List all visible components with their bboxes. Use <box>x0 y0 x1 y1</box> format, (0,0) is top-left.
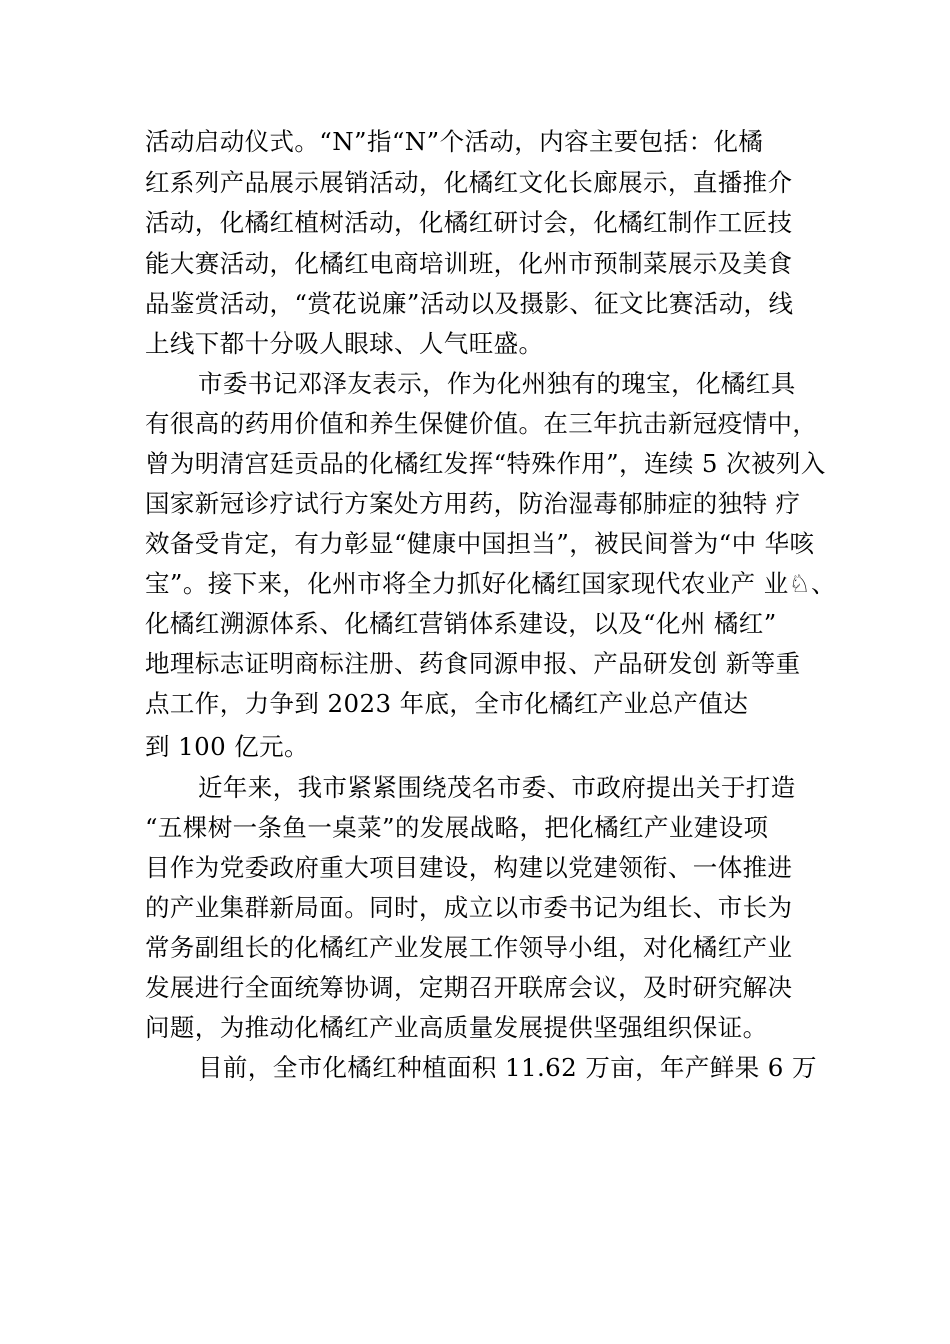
text-line: 上线下都十分吸人眼球、人气旺盛。 <box>145 329 544 358</box>
text-line: 地理标志证明商标注册、药食同源申报、产品研发创 新等重 <box>145 649 801 678</box>
text-line: 的产业集群新局面。同时，成立以市委书记为组长、市长为 <box>145 893 793 922</box>
text-line: 点工作，力争到 2023 年底，全市化橘红产业总产值达 <box>145 689 749 718</box>
paragraph-first-line: 目前，全市化橘红种植面积 11.62 万亩，年产鲜果 6 万 <box>198 1053 817 1082</box>
text-line: 效备受肯定，有力彰显“健康中国担当”，被民间誉为“中 华咳 <box>145 529 815 558</box>
paragraph-first-line: 近年来，我市紧紧围绕茂名市委、市政府提出关于打造 <box>198 773 796 802</box>
text-line: 发展进行全面统筹协调，定期召开联席会议，及时研究解决 <box>145 973 793 1002</box>
text-line: 活动启动仪式。“N”指“N”个活动，内容主要包括：化橘 <box>145 127 764 156</box>
text-line: 红系列产品展示展销活动，化橘红文化长廊展示，直播推介 <box>145 168 793 197</box>
text-line: 活动，化橘红植树活动，化橘红研讨会，化橘红制作工匠技 <box>145 208 793 237</box>
text-line: 能大赛活动，化橘红电商培训班，化州市预制菜展示及美食 <box>145 249 793 278</box>
text-line: “五棵树一条鱼一桌菜”的发展战略，把化橘红产业建设项 <box>145 813 769 842</box>
text-line: 宝”。接下来，化州市将全力抓好化橘红国家现代农业产 业♘、 <box>145 569 836 598</box>
text-line: 品鉴赏活动，“赏花说廉”活动以及摄影、征文比赛活动，线 <box>145 289 794 318</box>
text-line: 到 100 亿元。 <box>145 732 309 761</box>
paragraph-first-line: 市委书记邓泽友表示，作为化州独有的瑰宝，化橘红具 <box>198 369 796 398</box>
text-line: 常务副组长的化橘红产业发展工作领导小组，对化橘红产业 <box>145 933 793 962</box>
text-line: 有很高的药用价值和养生保健价值。在三年抗击新冠疫情中， <box>145 409 818 438</box>
text-line: 曾为明清宫廷贡品的化橘红发挥“特殊作用”，连续 5 次被列入 <box>145 449 826 478</box>
text-line: 国家新冠诊疗试行方案处方用药，防治湿毒郁肺症的独特 疗 <box>145 489 801 518</box>
text-line: 目作为党委政府重大项目建设，构建以党建领衔、一体推进 <box>145 853 793 882</box>
text-line: 问题，为推动化橘红产业高质量发展提供坚强组织保证。 <box>145 1013 768 1042</box>
text-line: 化橘红溯源体系、化橘红营销体系建设，以及“化州 橘红” <box>145 609 777 638</box>
